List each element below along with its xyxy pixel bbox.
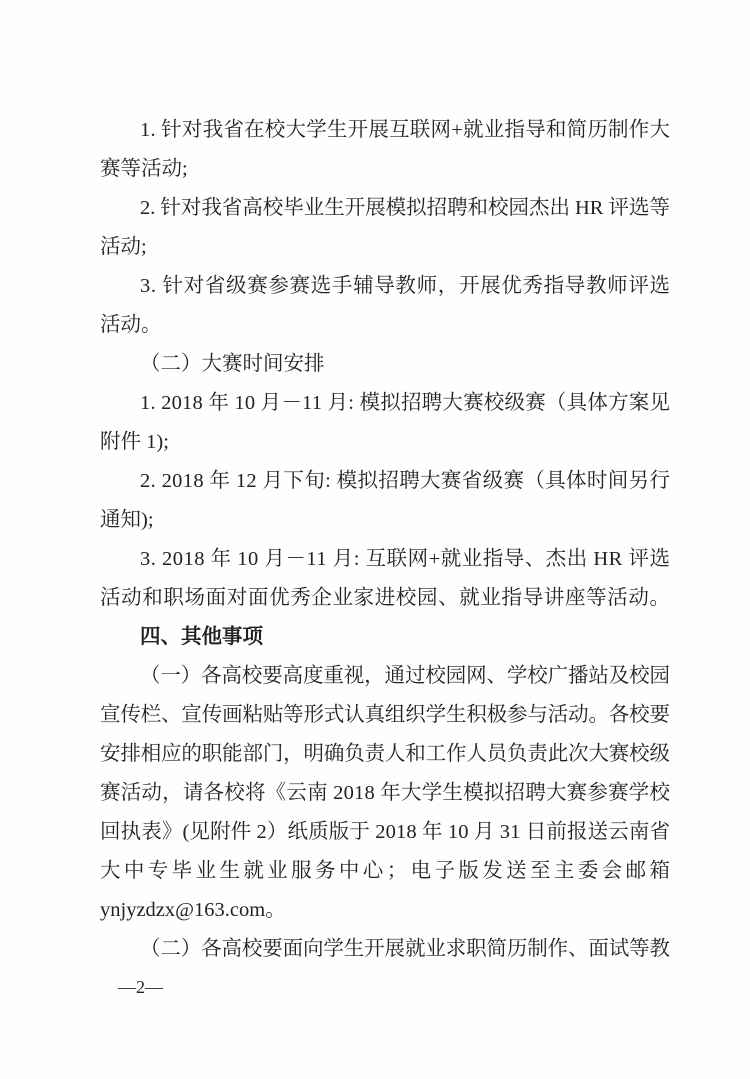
text-line: 3. 2018 年 10 月－11 月: 互联网+就业指导、杰出 HR 评选 xyxy=(140,548,671,570)
text-line: 活动和职场面对面优秀企业家进校园、就业指导讲座等活动。 xyxy=(100,587,671,609)
text-line: 附件 1); xyxy=(100,431,169,453)
text-line: 1. 针对我省在校大学生开展互联网+就业指导和简历制作大 xyxy=(140,119,671,141)
text-line: 3. 针对省级赛参赛选手辅导教师，开展优秀指导教师评选 xyxy=(140,275,671,297)
text-line: 2. 2018 年 12 月下旬: 模拟招聘大赛省级赛（具体时间另行 xyxy=(140,470,671,492)
page-number: —2— xyxy=(118,977,163,997)
section-heading: 四、其他事项 xyxy=(140,626,263,648)
text-line: （二）大赛时间安排 xyxy=(140,353,325,375)
text-line: 安排相应的职能部门，明确负责人和工作人员负责此次大赛校级 xyxy=(100,743,670,765)
text-line: 大中专毕业生就业服务中心；电子版发送至主委会邮箱 xyxy=(100,860,674,882)
text-line: 2. 针对我省高校毕业生开展模拟招聘和校园杰出 HR 评选等 xyxy=(140,197,670,219)
text-line: 通知); xyxy=(100,509,154,531)
text-line: ynjyzdzx@163.com。 xyxy=(100,899,286,921)
text-line: 活动; xyxy=(100,236,147,258)
text-line: 活动。 xyxy=(100,314,162,336)
text-line: 1. 2018 年 10 月－11 月: 模拟招聘大赛校级赛（具体方案见 xyxy=(140,392,671,414)
text-line: 宣传栏、宣传画粘贴等形式认真组织学生积极参与活动。各校要 xyxy=(100,704,670,726)
text-line: 回执表》(见附件 2）纸质版于 2018 年 10 月 31 日前报送云南省 xyxy=(100,821,671,843)
text-line: （一）各高校要高度重视，通过校园网、学校广播站及校园 xyxy=(140,665,670,687)
text-line: （二）各高校要面向学生开展就业求职简历制作、面试等教 xyxy=(140,938,670,960)
text-line: 赛活动，请各校将《云南 2018 年大学生模拟招聘大赛参赛学校 xyxy=(100,782,671,804)
text-line: 赛等活动; xyxy=(100,158,188,180)
